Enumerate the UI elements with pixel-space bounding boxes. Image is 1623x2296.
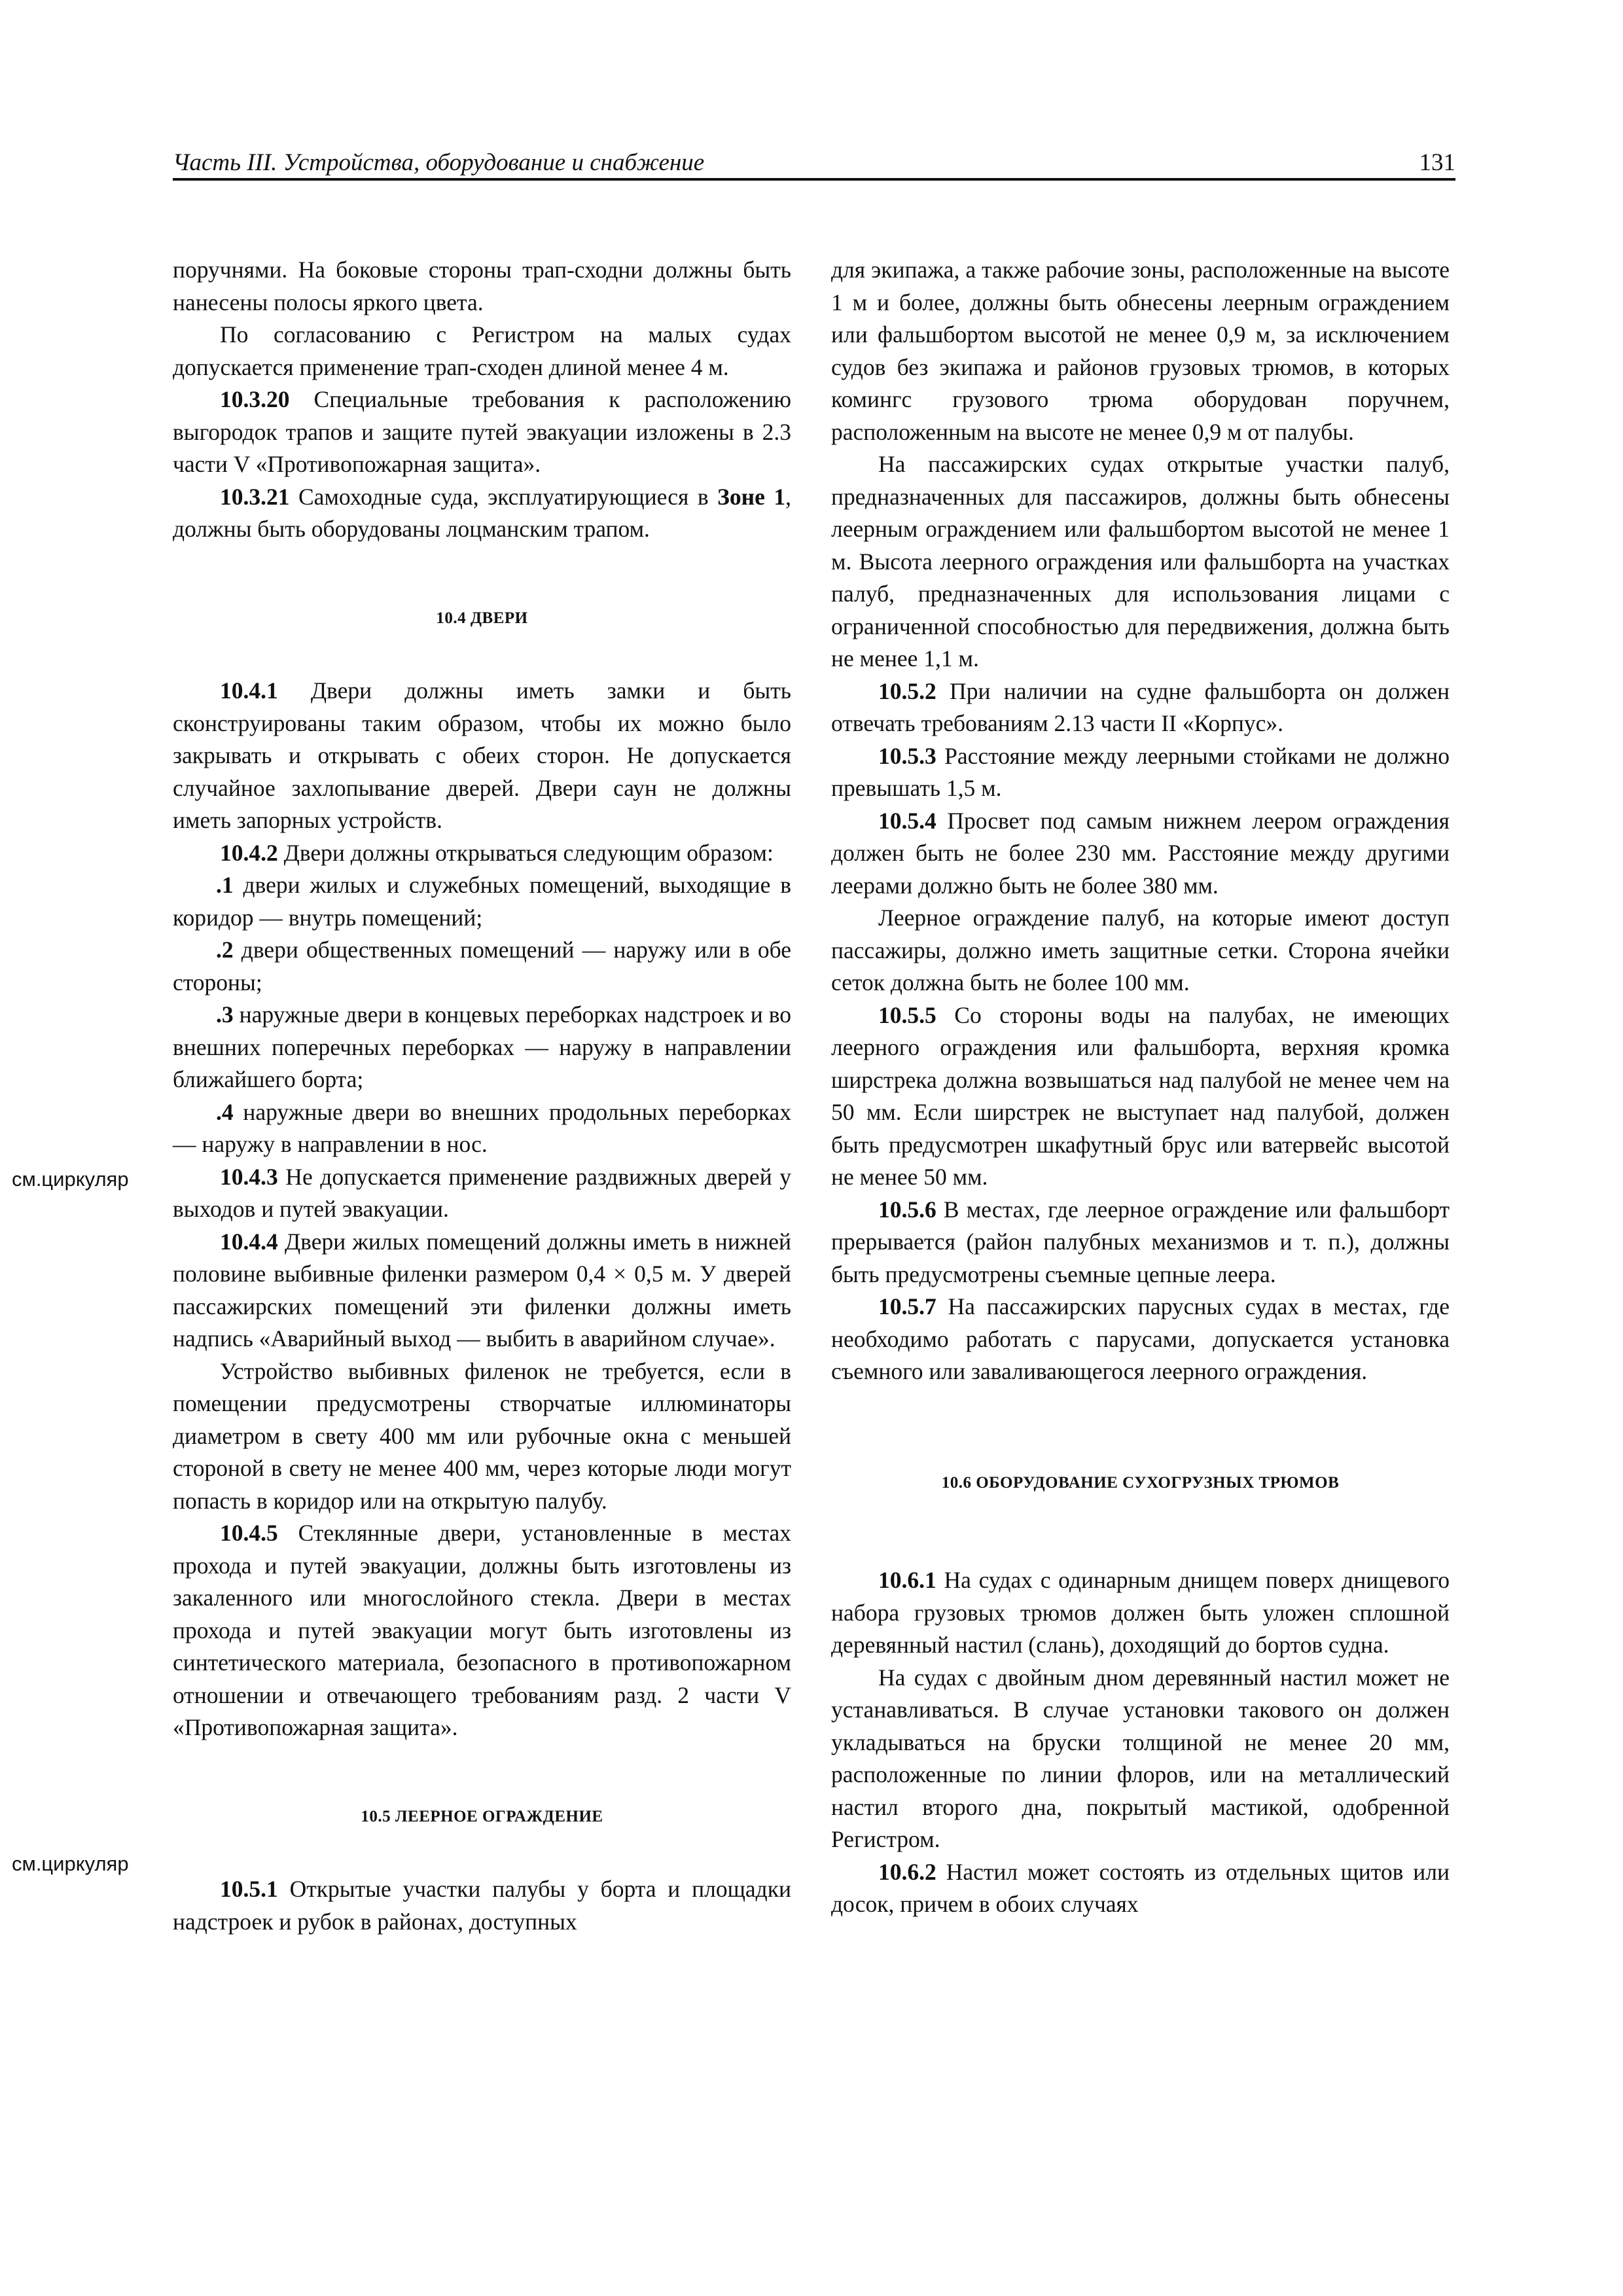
section-heading-10-6: 10.6 ОБОРУДОВАНИЕ СУХОГРУЗНЫХ ТРЮМОВ <box>941 1473 1340 1492</box>
paragraph <box>831 1291 1450 1388</box>
clause-number: 10.5.5 <box>878 1001 936 1028</box>
paragraph: поручнями. На боковые стороны трап-сходни должны быть нанесены полосы яркого цвета. <box>173 257 791 315</box>
paragraph <box>831 805 1450 903</box>
paragraph: На судах с двойным дном деревянный настил может не устанавливаться. В случае установки такового он должен укладываться на бруски толщиной не менее 20 мм, расположенные по линии флоров, или на металлический настил второго дна, покрытый мастикой, одобренной Регистром. <box>831 1664 1450 1852</box>
clause-number: 10.5.6 <box>878 1196 936 1223</box>
clause-number: 10.6.2 <box>878 1858 936 1885</box>
paragraph-text: При наличии на судне фальшборта он должен отвечать требованиям 2.13 части II «Корпус». <box>831 677 1450 736</box>
paragraph-text: На судах с одинарным днищем поверх днищевого набора грузовых трюмов должен быть уложен сплошной деревянный настил (слань), доходящий до бортов судна. <box>831 1567 1450 1658</box>
clause-number: 10.3.20 <box>220 386 290 412</box>
list-item <box>173 1096 791 1161</box>
paragraph-text: Специальные требования к расположению выгородок трапов и защите путей эвакуации изложены в 2.3 части V «Противопожарная защита». <box>173 386 791 477</box>
paragraph <box>173 675 791 837</box>
paragraph-text: Двери должны открываться следующим образом: <box>277 839 774 866</box>
paragraph-text: Двери должны иметь замки и быть сконструированы таким образом, чтобы их можно было закрывать и открывать с обеих сторон. Не допускается случайное захлопывание дверей. Двери саун не должны иметь запорных устройств. <box>173 677 791 833</box>
section-heading-10-5: 10.5 ЛЕЕРНОЕ ОГРАЖДЕНИЕ <box>361 1807 603 1825</box>
paragraph <box>173 384 791 481</box>
clause-number: 10.5.7 <box>878 1293 936 1319</box>
paragraph: На пассажирских судах открытые участки палуб, предназначенных для пассажиров, должны быть обнесены леерным ограждением или фальшбортом высотой не менее 1 м. Высота леерного ограждения или фальшборта на участках палуб, предназначенных для использования лицами с ограниченной способностью для передвижения, должна быть не менее 1,1 м. <box>831 451 1450 672</box>
paragraph <box>173 481 791 546</box>
paragraph <box>831 1564 1450 1662</box>
paragraph <box>831 999 1450 1194</box>
clause-number: 10.4.4 <box>220 1228 278 1255</box>
zone-term: Зоне 1 <box>717 483 786 510</box>
clause-number: 10.3.21 <box>220 483 290 510</box>
paragraph-text: Самоходные суда, эксплуатирующиеся в <box>289 483 718 510</box>
clause-number: 10.4.3 <box>220 1163 278 1190</box>
paragraph-text: Не допускается применение раздвижных дверей у выходов и путей эвакуации. <box>173 1163 791 1222</box>
clause-number: 10.5.3 <box>878 742 936 769</box>
paragraph-text: В местах, где леерное ограждение или фальшборт прерывается (район палубных механизмов и т. п.), должны быть предусмотрены съемные цепные леера. <box>831 1196 1450 1287</box>
paragraph <box>173 1873 791 1938</box>
paragraph <box>173 837 791 870</box>
paragraph-text: Открытые участки палубы у борта и площадки надстроек и рубок в районах, доступных <box>173 1876 791 1935</box>
paragraph: для экипажа, а также рабочие зоны, расположенные на высоте 1 м и более, должны быть обнесены леерным ограждением или фальшбортом высотой не менее 0,9 м, за исключением судов без экипажа и районов грузовых трюмов, в которых комингс грузового трюма оборудован поручнем, расположенным на высоте не менее 0,9 м от палубы. <box>831 257 1450 445</box>
clause-number: 10.4.5 <box>220 1520 278 1546</box>
list-item <box>173 869 791 934</box>
section-heading-10-4: 10.4 ДВЕРИ <box>436 609 528 627</box>
paragraph-text: Расстояние между леерными стойками не должно превышать 1,5 м. <box>831 742 1450 801</box>
paragraph: Устройство выбивных филенок не требуется, если в помещении предусмотрены створчатые иллюминаторы диаметром в свету 400 мм или рубочные окна с меньшей стороной в свету не менее 400 мм, через которые люди могут попасть в коридор или на открытую палубу. <box>173 1357 791 1514</box>
clause-number: 10.4.1 <box>220 677 278 704</box>
item-number: .4 <box>216 1098 234 1125</box>
running-title: Часть III. Устройства, оборудование и снабжение <box>173 149 705 176</box>
item-number: .2 <box>216 937 234 963</box>
clause-number: 10.5.1 <box>220 1876 278 1902</box>
clause-number: 10.5.4 <box>878 807 936 834</box>
paragraph: По согласованию с Регистром на малых судах допускается применение трап-сходен длиной менее 4 м. <box>173 321 791 380</box>
paragraph <box>831 1856 1450 1921</box>
item-text: двери жилых и служебных помещений, выходящие в коридор — внутрь помещений; <box>173 872 791 931</box>
header-rule <box>173 178 1455 181</box>
page-number: 131 <box>1419 149 1455 176</box>
item-text: двери общественных помещений — наружу или в обе стороны; <box>173 937 791 996</box>
paragraph <box>831 1194 1450 1291</box>
running-header <box>173 143 1455 182</box>
paragraph-text: , должны быть оборудованы лоцманским трапом. <box>173 483 792 542</box>
clause-number: 10.4.2 <box>220 839 278 866</box>
paragraph-text: Просвет под самым нижнем леером ограждения должен быть не более 230 мм. Расстояние между другими леерами должно быть не более 380 мм. <box>831 807 1450 899</box>
paragraph <box>831 675 1450 740</box>
right-column <box>831 254 1450 1921</box>
paragraph <box>173 1517 791 1744</box>
item-text: наружные двери во внешних продольных переборках — наружу в направлении в нос. <box>173 1098 791 1157</box>
item-number: .1 <box>216 872 234 898</box>
paragraph <box>173 1161 791 1226</box>
paragraph: Леерное ограждение палуб, на которые имеют доступ пассажиры, должно иметь защитные сетки. Сторона ячейки сеток должна быть не более 100 мм. <box>831 905 1450 996</box>
left-column <box>173 254 791 1938</box>
paragraph-text: Настил может состоять из отдельных щитов или досок, причем в обоих случаях <box>831 1858 1450 1917</box>
paragraph-text: На пассажирских парусных судах в местах, где необходимо работать с парусами, допускается установка съемного или заваливающегося леерного ограждения. <box>831 1293 1450 1384</box>
margin-note-circular: см.циркуляр <box>12 1168 129 1191</box>
clause-number: 10.6.1 <box>878 1567 936 1593</box>
paragraph-text: Стеклянные двери, установленные в местах прохода и путей эвакуации, должны быть изготовлены из закаленного или многослойного стекла. Двери в местах прохода и путей эвакуации могут быть изготовлены из синтетического материала, безопасного в противопожарном отношении и отвечающего требованиям разд. 2 части V «Противопожарная защита». <box>173 1520 791 1740</box>
item-text: наружные двери в концевых переборках надстроек и во внешних поперечных переборках — наружу в направлении ближайшего борта; <box>173 1001 791 1092</box>
list-item <box>173 934 791 999</box>
item-number: .3 <box>216 1001 234 1028</box>
list-item <box>173 999 791 1096</box>
margin-note-circular: см.циркуляр <box>12 1852 129 1875</box>
paragraph <box>173 1226 791 1355</box>
paragraph-text: Двери жилых помещений должны иметь в нижней половине выбивные филенки размером 0,4 × 0,5 м. У дверей пассажирских помещений эти филенки должны иметь надпись «Аварийный выход — выбить в аварийном случае». <box>173 1228 791 1352</box>
paragraph <box>831 740 1450 805</box>
paragraph-text: Со стороны воды на палубах, не имеющих леерного ограждения или фальшборта, верхняя кромка ширстрека должна возвышаться над палубой не менее чем на 50 мм. Если ширстрек не выступает над палубой, должен быть предусмотрен шкафутный брус или ватервейс высотой не менее 50 мм. <box>831 1001 1450 1190</box>
clause-number: 10.5.2 <box>878 677 936 704</box>
